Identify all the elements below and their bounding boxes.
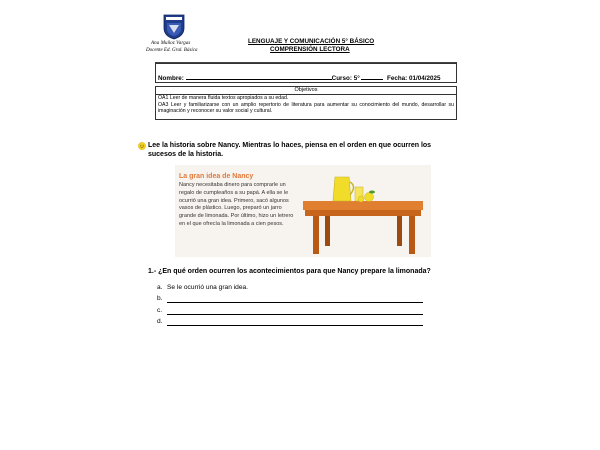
story-title: La gran idea de Nancy xyxy=(179,173,254,180)
instruction-text: Lee la historia sobre Nancy. Mientras lo haces, piensa en el orden en que ocurren los sucesos de la historia. xyxy=(148,142,432,158)
student-info-line xyxy=(158,73,441,82)
date-label: Fecha: xyxy=(386,75,408,82)
name-label: Nombre: xyxy=(158,75,184,82)
story-text: Nancy necesitaba dinero para comprarle un regalo de cumpleaños a su papá. A ella se le ocurrió una gran idea. Primero, sacó algunos vasos de plástico. Luego, preparó un jarro grande de limonada. Por último, hizo un letrero en el que ofrecía la limonada a cien pesos. xyxy=(179,182,294,227)
question-1: 1.- ¿En qué orden ocurren los acontecimientos para que Nancy prepare la limonada? xyxy=(148,268,431,275)
lemonade-jug-icon xyxy=(333,177,351,201)
subject-title: LENGUAJE Y COMUNICACIÓN 5° BÁSICO xyxy=(248,38,375,45)
objective-oa3: OA3 Leer y familiarizarse con un amplio repertorio de literatura para aumentar su conocimiento del mundo, desarrollar su imaginación y reconocer su valor social y cultural. xyxy=(158,102,454,115)
worksheet-title: COMPRENSIÓN LECTORA xyxy=(270,46,350,53)
table-top-icon xyxy=(303,201,423,210)
lemon-icon xyxy=(365,193,374,202)
objectives-heading: Objetivos xyxy=(155,86,457,95)
answer-b-letter: b. xyxy=(157,295,163,302)
date-value: 01/04/2025 xyxy=(409,75,441,82)
teacher-signature-title: Docente Ed. Gral. Básica xyxy=(146,48,198,53)
name-field[interactable] xyxy=(186,73,332,80)
smiley-face-icon xyxy=(138,142,146,150)
teacher-signature-name: Ana Muñoz Vargas xyxy=(151,41,191,46)
school-shield-logo-icon xyxy=(163,13,185,40)
course-label: Curso: xyxy=(331,75,352,82)
objective-oa1: OA1 Leer de manera fluida textos apropiados a su edad. xyxy=(158,95,289,101)
course-value: 5° xyxy=(353,75,360,82)
course-field[interactable] xyxy=(361,73,383,80)
answer-a-letter: a. xyxy=(157,284,163,291)
answer-d-letter: d. xyxy=(157,318,163,325)
answer-d-line[interactable] xyxy=(167,325,423,326)
answer-c-line[interactable] xyxy=(167,314,423,315)
answer-b-line[interactable] xyxy=(167,302,423,303)
answer-a-text: Se le ocurrió una gran idea. xyxy=(167,284,249,291)
answer-c-letter: c. xyxy=(157,307,163,314)
